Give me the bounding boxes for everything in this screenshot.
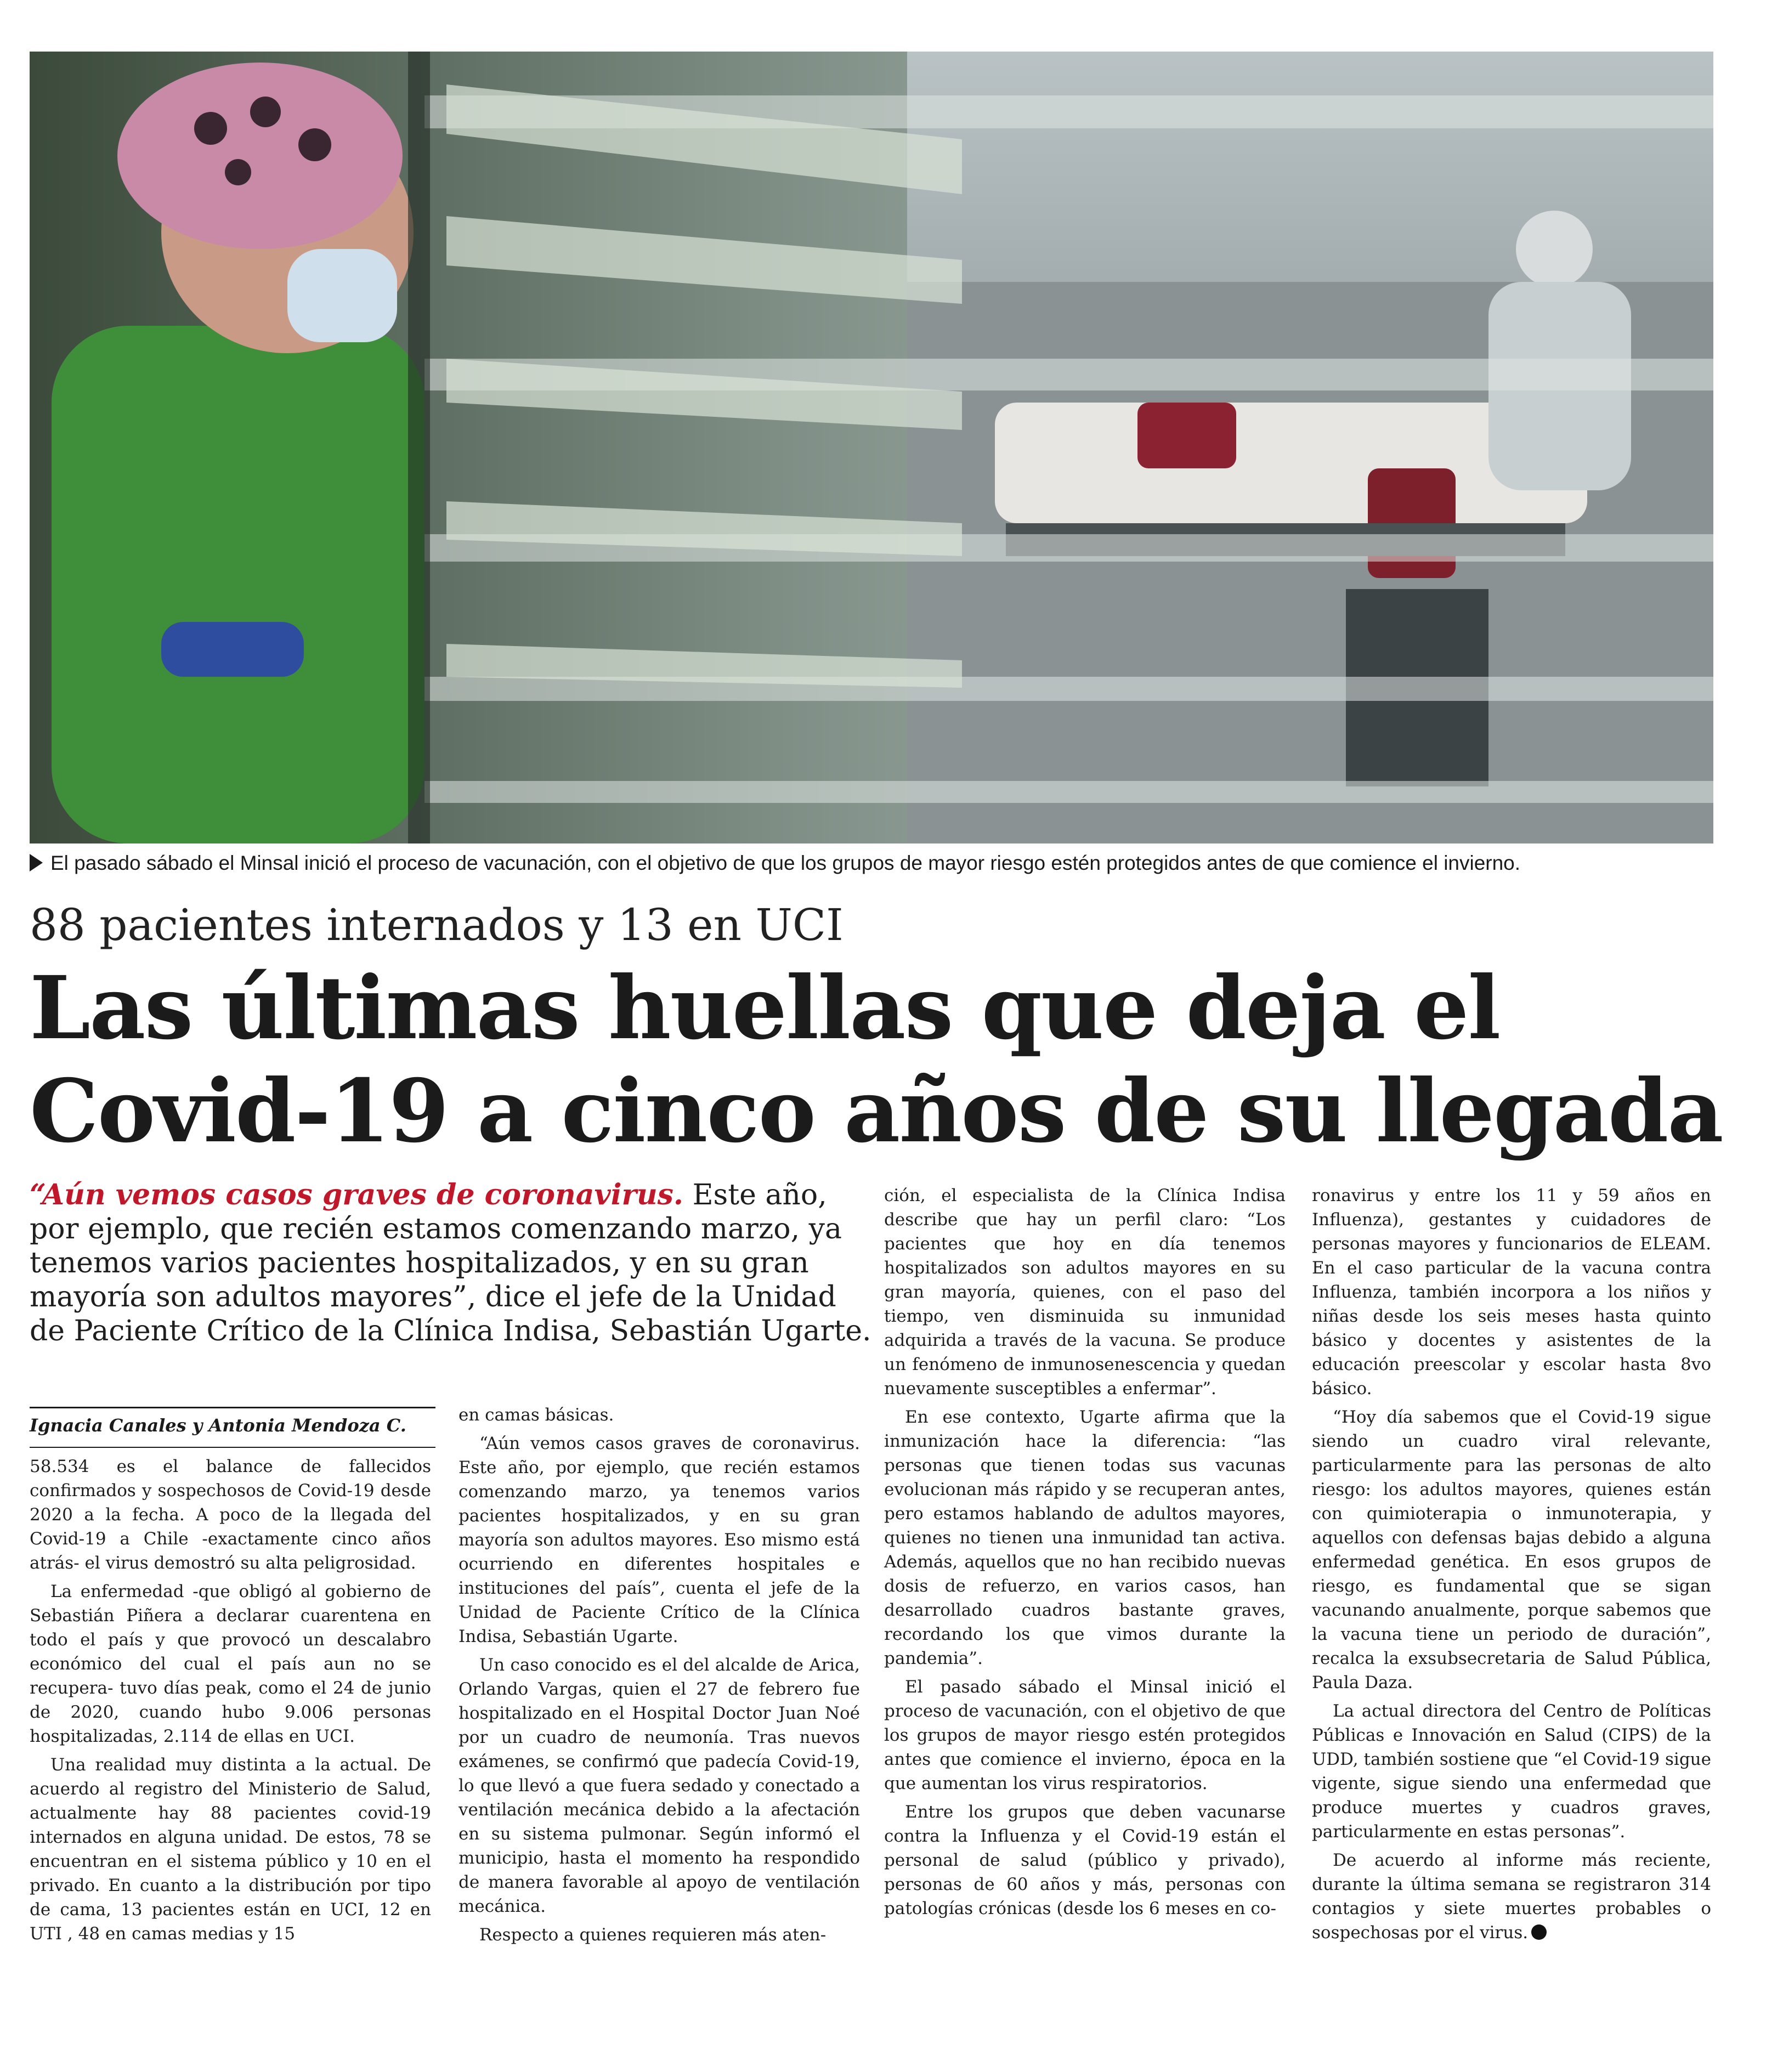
body-paragraph: Respecto a quienes requieren más aten-	[479, 1925, 827, 1945]
body-column-3	[884, 1184, 1286, 1925]
headline-line-1: Las últimas huellas que deja el	[30, 958, 1500, 1059]
body-paragraph: Entre los grupos que deben vacunarse contra la Influenza y el Covid-19 están el personal de salud (público y privado), personas de 60 años y más, personas con patologías crónicas (desde los 6 meses en co-	[884, 1802, 1286, 1918]
body-paragraph: Un caso conocido es el del alcalde de Arica, Orlando Vargas, quien el 27 de febrero fue hospitalizado en el Hospital Doctor Juan Noé por un cuadro de neumonía. Tras nuevos exámenes, se confirmó que padecía Covid-19, lo que llevó a que fuera sedado y conectado a ventilación mecánica debido a la afectación en su sistema pulmonar. Según informó el municipio, hasta el momento ha respondido de manera favorable al apoyo de ventilación mecánica.	[459, 1655, 860, 1916]
body-paragraph: La enfermedad -que obligó al gobierno de Sebastián Piñera a declarar cuarentena en todo el país y que provocó un descalabro económico del cual el país aun no se recupera- tuvo días peak, como el 24 de junio de 2020, cuando hubo 9.006 personas hospitalizadas, 2.114 de ellas en UCI.	[30, 1582, 431, 1746]
headline	[30, 957, 1730, 1163]
body-column-1	[30, 1454, 431, 1950]
lead-paragraph	[30, 1178, 874, 1348]
article-photo	[30, 52, 1713, 843]
kicker: 88 pacientes internados y 13 en UCI	[30, 899, 844, 950]
hospital-icu-photo-icon	[30, 52, 1713, 843]
body-column-2	[459, 1403, 860, 1951]
body-paragraph: La actual directora del Centro de Políticas Públicas e Innovación en Salud (CIPS) de la UDD, también sostiene que “el Covid-19 sigue vigente, sigue siendo una enfermedad que produce muertes y cuadros graves, particularmente en estas personas”.	[1312, 1701, 1711, 1842]
body-paragraph: “Aún vemos casos graves de coronavirus. Este año, por ejemplo, que recién estamos comenzando marzo, ya tenemos varios pacientes hospitalizados, y en su gran mayoría son adultos mayores. Eso mismo está ocurriendo en diferentes hospitales e instituciones del país”, cuenta el jefe de la Unidad de Paciente Crítico de la Clínica Indisa, Sebastián Ugarte.	[459, 1434, 860, 1646]
body-paragraph-last	[1312, 1848, 1711, 1945]
end-mark-icon	[1531, 1924, 1547, 1940]
body-paragraph: ronavirus y entre los 11 y 59 años en Influenza), gestantes y cuidadores de personas mayores y funcionarios de ELEAM. En el caso particular de la vacuna contra Influenza, también incorpora a los niños y niñas desde los seis meses hasta quinto básico y docentes y asistentes de la educación preescolar y escolar hasta 8vo básico.	[1312, 1186, 1711, 1399]
final-text: De acuerdo al informe más reciente, durante la última semana se registraron 314 contagios y siete muertes probables o sospechosas por el virus.	[1312, 1850, 1711, 1943]
body-column-4	[1312, 1184, 1711, 1949]
headline-line-2: Covid-19 a cinco años de su llegada	[30, 1061, 1723, 1162]
body-paragraph: Una realidad muy distinta a la actual. De acuerdo al registro del Ministerio de Salud, actualmente hay 88 pacientes covid-19 internados en alguna unidad. De estos, 78 se encuentran en el sistema público y 10 en el privado. En cuanto a la distribución por tipo de cama, 13 pacientes están en UCI, 12 en UTI , 48 en camas medias y 15	[30, 1755, 431, 1944]
lead-quote: “Aún vemos casos graves de coronavirus.	[30, 1178, 684, 1212]
body-paragraph: “Hoy día sabemos que el Covid-19 sigue siendo un cuadro viral relevante, particularmente para las personas de alto riesgo: los adultos mayores, quienes están con quimioterapia o inmunoterapia, y aquellos con defensas bajas debido a alguna enfermedad genética. En esos grupos de riesgo, es fundamental que se sigan vacunando anualmente, porque sabemos que la vacuna tiene un periodo de duración”, recalca la exsubsecretaria de Salud Pública, Paula Daza.	[1312, 1407, 1711, 1692]
body-paragraph: En ese contexto, Ugarte afirma que la inmunización hace la diferencia: “las personas que tienen todas sus vacunas evolucionan más rápido y se recuperan antes, pero estamos hablando de adultos mayores, quienes no tienen una inmunidad tan activa. Además, aquellos que no han recibido nuevas dosis de refuerzo, en varios casos, han desarrollado cuadros bastante graves, recordando los que vimos durante la pandemia”.	[884, 1407, 1286, 1668]
byline-bottom-rule	[30, 1447, 435, 1448]
photo-caption	[30, 852, 1741, 875]
byline-top-rule	[30, 1407, 435, 1408]
body-paragraph: en camas básicas.	[459, 1405, 614, 1425]
body-paragraph: 58.534 es el balance de fallecidos confirmados y sospechosos de Covid-19 desde 2020 a la fecha. A poco de la llegada del Covid-19 a Chile -exactamente cinco años atrás- el virus demostró su alta peligrosidad.	[30, 1457, 431, 1573]
lead-text: Este año, por ejemplo, que recién estamos comenzando marzo, ya tenemos varios pacientes hospitalizados, y en su gran mayoría son adultos mayores”, dice el jefe de la Unidad de Paciente Crítico de la Clínica Indisa, Sebastián Ugarte.	[30, 1179, 871, 1348]
caption-text: El pasado sábado el Minsal inició el proceso de vacunación, con el objetivo de que los grupos de mayor riesgo estén protegidos antes de que comience el invierno.	[50, 852, 1521, 874]
byline: Ignacia Canales y Antonia Mendoza C.	[30, 1415, 406, 1436]
caption-arrow-icon	[30, 854, 43, 871]
body-paragraph: El pasado sábado el Minsal inició el proceso de vacunación, con el objetivo de que los grupos de mayor riesgo estén protegidos antes que comience el invierno, época en la que aumentan los virus respiratorios.	[884, 1677, 1286, 1793]
body-paragraph: ción, el especialista de la Clínica Indisa describe que hay un perfil claro: “Los pacientes que hoy en día tenemos hospitalizados son adultos mayores en su gran mayoría, quienes, con el paso del tiempo, ven disminuida su inmunidad adquirida a través de la vacuna. Se produce un fenómeno de inmunosenescencia y quedan nuevamente susceptibles a enfermar”.	[884, 1186, 1286, 1399]
